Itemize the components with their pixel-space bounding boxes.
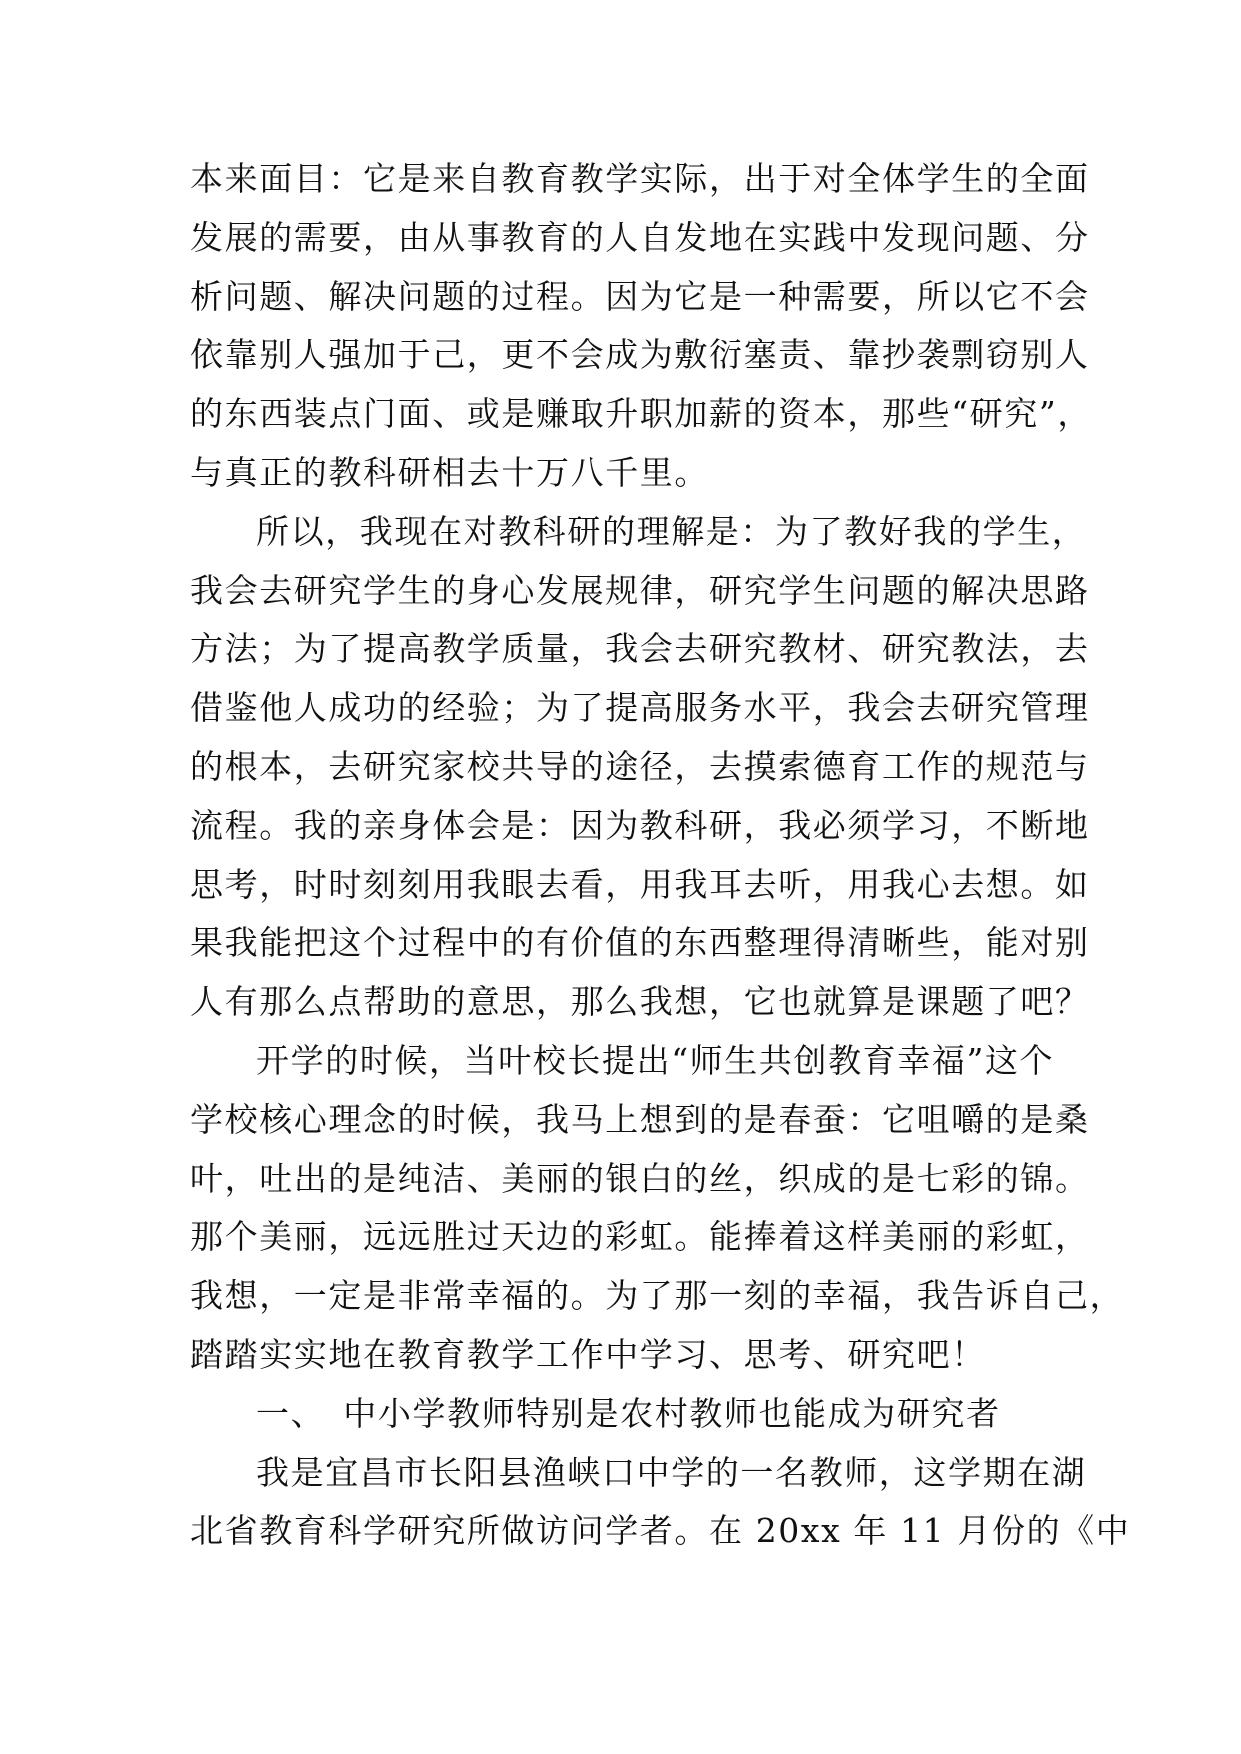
text-line: 依靠别人强加于己，更不会成为敷衍塞责、靠抄袭剽窃别人 [190,335,1090,375]
text-line: 叶，吐出的是纯洁、美丽的银白的丝，织成的是七彩的锦。 [190,1158,1090,1198]
text-line: 的东西装点门面、或是赚取升职加薪的资本，那些“研究”， [190,394,1092,434]
paragraph-start-line: 所以，我现在对教科研的理解是：为了教好我的学生， [256,511,1087,551]
text-line: 我会去研究学生的身心发展规律，研究学生问题的解决思路 [190,570,1090,610]
text-line: 人有那么点帮助的意思，那么我想，它也就算是课题了吧？ [190,982,1090,1022]
body-text [190,150,1131,1561]
text-line: 发展的需要，由从事教育的人自发地在实践中发现问题、分 [190,217,1090,257]
text-line: 本来面目：它是来自教育教学实际，出于对全体学生的全面 [190,159,1090,198]
text-line: 踏踏实实地在教育教学工作中学习、思考、研究吧！ [190,1334,986,1374]
text-line: 那个美丽，远远胜过天边的彩虹。能捧着这样美丽的彩虹， [190,1217,1090,1257]
paragraph-start-line: 开学的时候，当叶校长提出“师生共创教育幸福”这个 [256,1040,1055,1080]
text-line: 的根本，去研究家校共导的途径，去摸索德育工作的规范与 [190,746,1090,786]
text-line: 学校核心理念的时候，我马上想到的是春蚕：它咀嚼的是桑 [190,1099,1090,1139]
text-line: 与真正的教科研相去十万八千里。 [190,452,709,492]
paragraph-start-line: 我是宜昌市长阳县渔峡口中学的一名教师，这学期在湖 [256,1452,1087,1492]
text-line: 北省教育科学研究所做访问学者。在 20xx 年 11 月份的《中 [190,1511,1131,1551]
text-line: 我想，一定是非常幸福的。为了那一刻的幸福，我告诉自己， [190,1276,1125,1316]
text-line: 析问题、解决问题的过程。因为它是一种需要，所以它不会 [190,276,1090,316]
text-line: 果我能把这个过程中的有价值的东西整理得清晰些，能对别 [190,923,1090,963]
text-line: 方法；为了提高教学质量，我会去研究教材、研究教法，去 [190,629,1090,669]
text-line: 借鉴他人成功的经验；为了提高服务水平，我会去研究管理 [190,688,1090,728]
text-line: 思考，时时刻刻用我眼去看，用我耳去听，用我心去想。如 [190,864,1090,904]
section-heading: 一、 中小学教师特别是农村教师也能成为研究者 [256,1393,1001,1433]
text-line: 流程。我的亲身体会是：因为教科研，我必须学习，不断地 [190,805,1090,845]
